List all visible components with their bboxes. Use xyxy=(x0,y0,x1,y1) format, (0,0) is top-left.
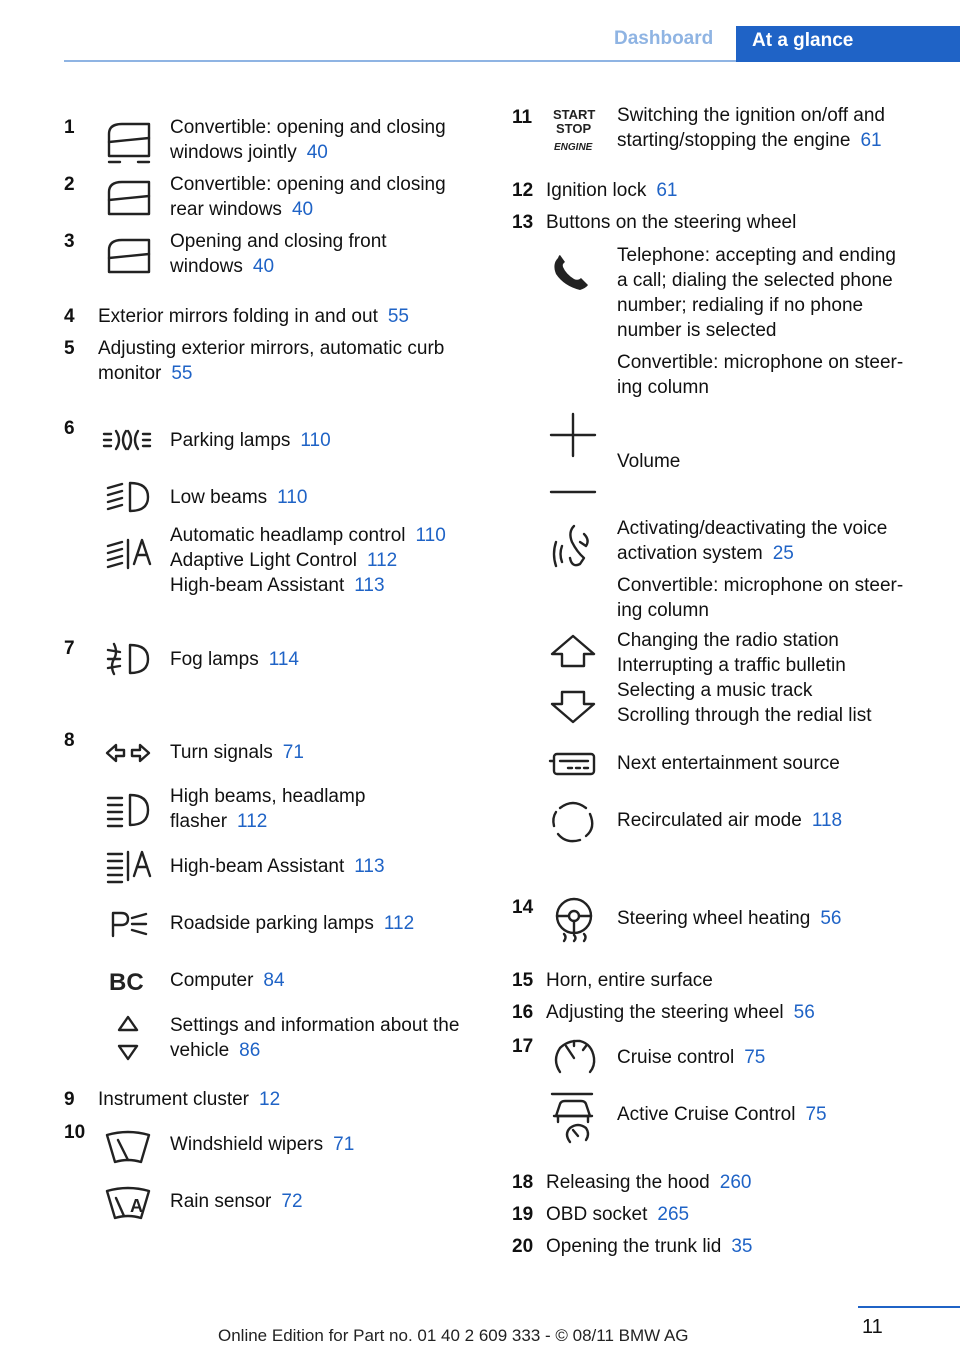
start-stop-icon xyxy=(552,106,596,156)
radio-line4: Scrolling through the redial list xyxy=(617,705,872,726)
item-number: 9 xyxy=(64,1089,75,1110)
item-13-text: Buttons on the steering wheel xyxy=(546,212,797,233)
item-number: 11 xyxy=(512,107,533,128)
page-ref-link[interactable]: 113 xyxy=(354,575,385,596)
settings-line1: Settings and information about the xyxy=(170,1015,460,1036)
item-5-text: monitor xyxy=(98,363,162,384)
phone-line1: Telephone: accepting and ending xyxy=(617,245,896,266)
item-number: 13 xyxy=(512,212,534,233)
phone-line3: number; redialing if no phone xyxy=(617,295,864,316)
svg-text:START: START xyxy=(553,107,596,122)
fog-lamps-text: Fog lamps xyxy=(170,649,259,670)
page-ref-link[interactable]: 75 xyxy=(805,1104,827,1125)
page-ref-link[interactable]: 110 xyxy=(300,430,331,451)
page-ref-link[interactable]: 71 xyxy=(282,742,304,763)
page-ref-link[interactable]: 55 xyxy=(387,306,409,327)
parking-lamps-line xyxy=(170,428,331,453)
item-1-line1: Convertible: opening and closing xyxy=(170,117,446,138)
item-number: 19 xyxy=(512,1204,534,1225)
phone-line4: number is selected xyxy=(617,320,777,341)
parking-lamps-text: Parking lamps xyxy=(170,430,291,451)
tab-at-a-glance-label: At a glance xyxy=(752,30,854,51)
auto-headlamp-line xyxy=(170,523,446,548)
arrow-up-down-outline-icon xyxy=(548,632,598,728)
item-20-text: Opening the trunk lid xyxy=(546,1236,722,1257)
high-beams-text: flasher xyxy=(170,811,228,832)
cruise-control-text: Cruise control xyxy=(617,1047,735,1068)
cruise-control-icon xyxy=(552,1036,596,1080)
low-beams-line xyxy=(170,485,307,510)
active-cruise-control-line xyxy=(617,1102,827,1127)
arrow-up-down-icon xyxy=(114,1014,142,1062)
page-ref-link[interactable]: 75 xyxy=(744,1047,766,1068)
low-beams-text: Low beams xyxy=(170,487,268,508)
item-number: 12 xyxy=(512,180,534,201)
item-14-text: Steering wheel heating xyxy=(617,908,811,929)
next-source-text: Next entertainment source xyxy=(617,753,840,774)
page-ref-link[interactable]: 61 xyxy=(860,130,882,151)
svg-text:A: A xyxy=(130,1196,143,1216)
svg-text:ENGINE: ENGINE xyxy=(554,142,593,153)
high-beam-icon xyxy=(106,792,150,828)
page-ref-link[interactable]: 56 xyxy=(820,908,842,929)
rain-sensor-line xyxy=(170,1189,303,1214)
item-number: 5 xyxy=(64,338,75,359)
page-ref-link[interactable]: 260 xyxy=(719,1172,752,1193)
high-beams-line1: High beams, headlamp xyxy=(170,786,366,807)
page-ref-link[interactable]: 35 xyxy=(731,1236,753,1257)
page-ref-link[interactable]: 71 xyxy=(333,1134,355,1155)
phone-line2: a call; dialing the selected phone xyxy=(617,270,893,291)
high-beam-assistant-2-text: High-beam Assistant xyxy=(170,856,345,877)
item-number: 16 xyxy=(512,1002,534,1023)
page-ref-link[interactable]: 72 xyxy=(281,1191,303,1212)
page-ref-link[interactable]: 86 xyxy=(239,1040,261,1061)
auto-headlamp-text: Automatic headlamp control xyxy=(170,525,406,546)
item-16-line xyxy=(546,1000,815,1025)
svg-text:BC: BC xyxy=(109,969,144,996)
item-number: 2 xyxy=(64,174,75,195)
fog-lamp-icon xyxy=(106,642,150,678)
fog-lamps-line xyxy=(170,647,299,672)
roadside-parking-line xyxy=(170,911,414,936)
page-ref-link[interactable]: 40 xyxy=(291,199,314,220)
footer-rule xyxy=(858,1306,960,1308)
voice-activation-icon xyxy=(550,520,596,576)
microphone-2-line1: Convertible: microphone on steer- xyxy=(617,575,904,596)
item-3-text: windows xyxy=(170,256,243,277)
microphone-line1: Convertible: microphone on steer- xyxy=(617,352,904,373)
item-5-line2 xyxy=(98,361,193,386)
svg-text:STOP: STOP xyxy=(556,121,592,136)
item-4-line xyxy=(98,304,409,329)
item-19-line xyxy=(546,1202,689,1227)
radio-line3: Selecting a music track xyxy=(617,680,813,701)
item-number: 6 xyxy=(64,418,75,439)
adaptive-light-line xyxy=(170,548,397,573)
high-beam-assistant-text: High-beam Assistant xyxy=(170,575,345,596)
item-19-text: OBD socket xyxy=(546,1204,648,1225)
settings-line2 xyxy=(170,1038,260,1063)
window-both-icon xyxy=(106,120,152,164)
windshield-wipers-text: Windshield wipers xyxy=(170,1134,324,1155)
tab-dashboard[interactable]: Dashboard xyxy=(614,28,714,49)
high-beams-line2 xyxy=(170,809,267,834)
turn-signals-text: Turn signals xyxy=(170,742,273,763)
item-3-line2 xyxy=(170,254,274,279)
item-15-text: Horn, entire surface xyxy=(546,970,713,991)
page-ref-link[interactable]: 110 xyxy=(415,525,446,546)
volume-text: Volume xyxy=(617,451,681,472)
active-cruise-control-icon xyxy=(548,1090,596,1146)
windshield-wipers-line xyxy=(170,1132,354,1157)
wiper-icon xyxy=(104,1130,152,1166)
item-14-line xyxy=(617,906,841,931)
item-1-text: windows jointly xyxy=(170,142,297,163)
volume-plus-minus-icon xyxy=(548,410,598,500)
page-ref-link[interactable]: 113 xyxy=(354,856,385,877)
item-number: 20 xyxy=(512,1236,534,1257)
page-ref-link[interactable]: 56 xyxy=(793,1002,815,1023)
item-20-line xyxy=(546,1234,752,1259)
page-ref-link[interactable]: 12 xyxy=(259,1089,281,1110)
page-ref-link[interactable]: 25 xyxy=(772,543,794,564)
page-ref-link[interactable]: 55 xyxy=(171,363,193,384)
item-4-text: Exterior mirrors folding in and out xyxy=(98,306,378,327)
low-beam-icon xyxy=(106,480,150,516)
computer-line xyxy=(170,968,285,993)
page-ref-link[interactable]: 110 xyxy=(277,487,308,508)
roadside-parking-text: Roadside parking lamps xyxy=(170,913,374,934)
page-ref-link[interactable]: 61 xyxy=(656,180,678,201)
window-front-icon xyxy=(106,236,152,276)
high-beam-assistant-icon xyxy=(106,848,152,884)
recirculated-air-line xyxy=(617,808,842,833)
item-11-line1: Switching the ignition on/off and xyxy=(617,105,885,126)
microphone-line2: ing column xyxy=(617,377,709,398)
page-ref-link[interactable]: 112 xyxy=(383,913,415,934)
item-number: 4 xyxy=(64,306,75,327)
item-number: 1 xyxy=(64,117,75,138)
footer-edition: Online Edition for Part no. 01 40 2 609 333 - © 08/11 BMW AG xyxy=(218,1326,689,1345)
entertainment-source-icon xyxy=(548,750,598,778)
high-beam-assistant-line xyxy=(170,573,385,598)
recirculated-air-icon xyxy=(550,798,596,844)
page-ref-link[interactable]: 114 xyxy=(268,649,299,670)
item-2-line2 xyxy=(170,197,313,222)
roadside-parking-icon xyxy=(110,910,150,938)
item-number: 14 xyxy=(512,897,534,918)
voice-activation-line1: Activating/deactivating the voice xyxy=(617,518,888,539)
high-beam-assistant-2-line xyxy=(170,854,385,879)
page-ref-link[interactable]: 112 xyxy=(366,550,398,571)
computer-text: Computer xyxy=(170,970,254,991)
item-11-text: starting/stopping the engine xyxy=(617,130,851,151)
page-ref-link[interactable]: 84 xyxy=(263,970,285,991)
item-11-line2 xyxy=(617,128,882,153)
turn-signal-icon xyxy=(104,742,152,764)
item-12-text: Ignition lock xyxy=(546,180,647,201)
item-9-text: Instrument cluster xyxy=(98,1089,249,1110)
computer-icon xyxy=(108,966,148,994)
item-9-line xyxy=(98,1087,280,1112)
page-ref-link[interactable]: 40 xyxy=(306,142,328,163)
rain-sensor-text: Rain sensor xyxy=(170,1191,272,1212)
item-number: 8 xyxy=(64,730,75,751)
auto-headlamp-icon xyxy=(106,536,152,576)
item-16-text: Adjusting the steering wheel xyxy=(546,1002,784,1023)
item-18-line xyxy=(546,1170,751,1195)
recirculated-air-text: Recirculated air mode xyxy=(617,810,802,831)
item-number: 15 xyxy=(512,970,534,991)
item-number: 18 xyxy=(512,1172,534,1193)
page-ref-link[interactable]: 40 xyxy=(252,256,275,277)
page-ref-link[interactable]: 112 xyxy=(237,811,268,832)
item-number: 10 xyxy=(64,1122,86,1143)
telephone-icon xyxy=(550,252,594,292)
item-2-text: rear windows xyxy=(170,199,282,220)
window-rear-icon xyxy=(106,178,152,218)
item-1-line2 xyxy=(170,140,328,165)
item-12-line xyxy=(546,178,677,203)
radio-line1: Changing the radio station xyxy=(617,630,839,651)
microphone-2-line2: ing column xyxy=(617,600,709,621)
item-number: 7 xyxy=(64,638,75,659)
settings-text: vehicle xyxy=(170,1040,230,1061)
page-ref-link[interactable]: 265 xyxy=(657,1204,690,1225)
steering-wheel-heating-icon xyxy=(552,896,596,942)
active-cruise-control-text: Active Cruise Control xyxy=(617,1104,796,1125)
voice-activation-text: activation system xyxy=(617,543,763,564)
item-3-line1: Opening and closing front xyxy=(170,231,387,252)
rain-sensor-icon xyxy=(104,1186,152,1222)
item-18-text: Releasing the hood xyxy=(546,1172,710,1193)
adaptive-light-text: Adaptive Light Control xyxy=(170,550,357,571)
cruise-control-line xyxy=(617,1045,765,1070)
item-number: 17 xyxy=(512,1036,534,1057)
tab-at-a-glance[interactable] xyxy=(736,26,960,62)
item-2-line1: Convertible: opening and closing xyxy=(170,174,446,195)
item-5-line1: Adjusting exterior mirrors, automatic curb xyxy=(98,338,445,359)
voice-activation-line2 xyxy=(617,541,794,566)
radio-line2: Interrupting a traffic bulletin xyxy=(617,655,846,676)
item-number: 3 xyxy=(64,231,75,252)
page-number: 11 xyxy=(862,1316,883,1338)
parking-lamps-icon xyxy=(102,428,152,452)
page-ref-link[interactable]: 118 xyxy=(811,810,843,831)
turn-signals-line xyxy=(170,740,304,765)
